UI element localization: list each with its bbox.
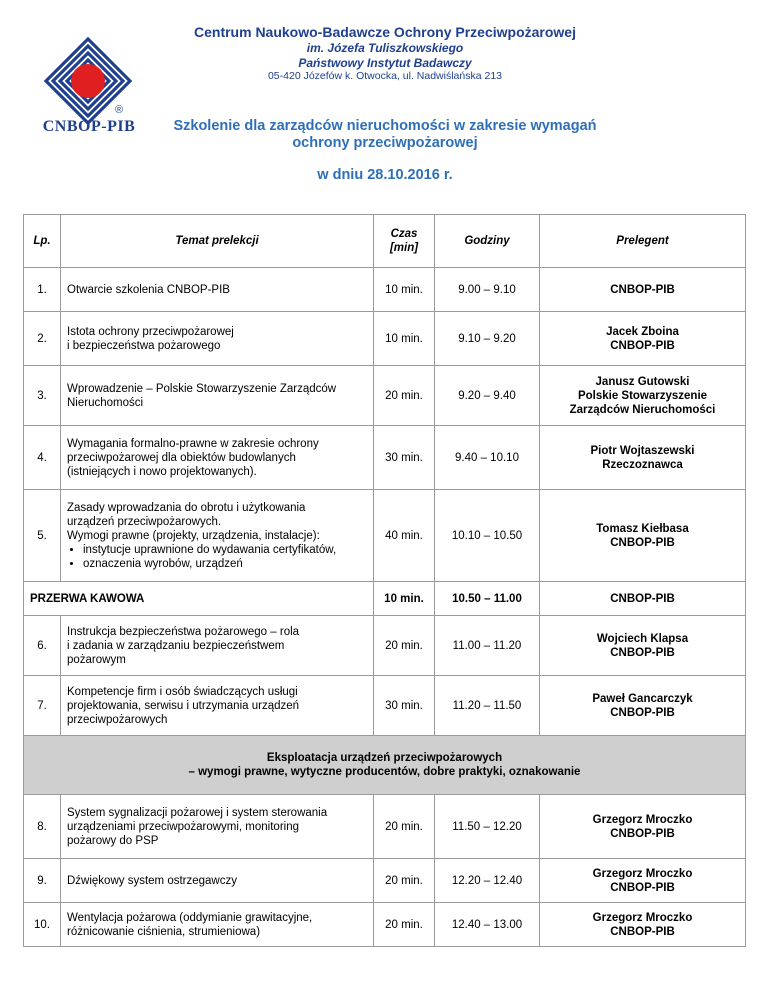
presenter-line: CNBOP-PIB	[610, 339, 675, 352]
col-presenter: Prelegent	[540, 215, 746, 268]
presenter-line: CNBOP-PIB	[610, 881, 675, 894]
section-heading-line: Eksploatacja urządzeń przeciwpożarowych	[266, 752, 503, 764]
row-time: 30 min.	[374, 676, 435, 736]
table-row	[24, 859, 746, 903]
presenter-line: CNBOP-PIB	[610, 827, 675, 840]
row-topic	[61, 859, 374, 903]
col-time	[374, 215, 435, 268]
row-time: 30 min.	[374, 426, 435, 490]
topic-line: projektowania, serwisu i utrzymania urządzeń	[67, 699, 300, 712]
topic-line: Nieruchomości	[67, 396, 144, 409]
break-label-text: PRZERWA KAWOWA	[30, 592, 145, 605]
row-time: 20 min.	[374, 903, 435, 947]
row-topic	[61, 268, 374, 312]
row-hours: 11.20 – 11.50	[435, 676, 540, 736]
row-presenter	[540, 312, 746, 366]
break-row	[24, 582, 746, 616]
topic-bullet: • oznaczenia wyrobów, urządzeń	[83, 557, 367, 571]
agenda-table	[23, 214, 746, 947]
row-number: 5.	[24, 490, 61, 582]
row-topic	[61, 616, 374, 676]
row-topic	[61, 312, 374, 366]
presenter-line: CNBOP-PIB	[610, 646, 675, 659]
row-number: 2.	[24, 312, 61, 366]
topic-line: Instrukcja bezpieczeństwa pożarowego – rola	[67, 625, 300, 638]
row-presenter	[540, 366, 746, 426]
presenter-line: Tomasz Kiełbasa	[596, 522, 689, 535]
presenter-line: Grzegorz Mroczko	[592, 867, 693, 880]
row-presenter	[540, 616, 746, 676]
table-row	[24, 312, 746, 366]
presenter-line: CNBOP-PIB	[610, 536, 675, 549]
row-time: 10 min.	[374, 268, 435, 312]
table-row	[24, 426, 746, 490]
row-number: 6.	[24, 616, 61, 676]
presenter-line: Grzegorz Mroczko	[592, 911, 693, 924]
table-row	[24, 616, 746, 676]
topic-line: i zadania w zarządzaniu bezpieczeństwem	[67, 639, 285, 652]
topic-line: przeciwpożarowej dla obiektów budowlanych	[67, 451, 296, 464]
table-row	[24, 795, 746, 859]
col-topic: Temat prelekcji	[61, 215, 374, 268]
topic-line: urządzeń przeciwpożarowych.	[67, 515, 222, 528]
row-hours: 9.00 – 9.10	[435, 268, 540, 312]
row-number: 4.	[24, 426, 61, 490]
row-topic	[61, 366, 374, 426]
org-name: Centrum Naukowo-Badawcze Ochrony Przeciwpożarowej	[194, 24, 576, 40]
presenter-line: Polskie Stowarzyszenie	[577, 389, 708, 402]
row-hours: 10.10 – 10.50	[435, 490, 540, 582]
table-row	[24, 366, 746, 426]
row-time: 10 min.	[374, 312, 435, 366]
row-number: 7.	[24, 676, 61, 736]
org-patron: im. Józefa Tuliszkowskiego	[306, 41, 464, 55]
topic-line: Wprowadzenie – Polskie Stowarzyszenie Zarządców	[67, 382, 337, 395]
row-presenter	[540, 676, 746, 736]
presenter-line: CNBOP-PIB	[610, 706, 675, 719]
org-institute: Państwowy Instytut Badawczy	[298, 56, 472, 70]
row-hours: 11.50 – 12.20	[435, 795, 540, 859]
title-line-1: Szkolenie dla zarządców nieruchomości w zakresie wymagań	[173, 118, 597, 134]
row-time: 20 min.	[374, 366, 435, 426]
row-topic	[61, 490, 374, 582]
presenter-line: CNBOP-PIB	[610, 925, 675, 938]
presenter-line: Zarządców Nieruchomości	[569, 403, 716, 416]
presenter-line: Rzeczoznawca	[602, 458, 683, 471]
topic-line: Wymogi prawne (projekty, urządzenia, instalacje):	[67, 529, 320, 542]
col-time-line-2: [min]	[389, 242, 419, 254]
col-time-line-1: Czas	[390, 228, 418, 240]
topic-line: Istota ochrony przeciwpożarowej	[67, 325, 234, 338]
table-row	[24, 490, 746, 582]
row-hours: 12.20 – 12.40	[435, 859, 540, 903]
row-time: 10 min.	[374, 582, 435, 616]
topic-line: różnicowanie ciśnienia, strumieniowa)	[67, 925, 261, 938]
logo-red-circle	[71, 64, 105, 98]
topic-line: urządzeniami przeciwpożarowymi, monitoring	[67, 820, 300, 833]
presenter-line: CNBOP-PIB	[610, 283, 675, 296]
org-address: 05-420 Józefów k. Otwocka, ul. Nadwiślańska 213	[267, 70, 503, 82]
presenter-line: Wojciech Klapsa	[596, 632, 689, 645]
topic-bullet: • instytucje uprawnione do wydawania certyfikatów,	[83, 543, 367, 557]
topic-line: Zasady wprowadzania do obrotu i użytkowania	[67, 501, 306, 514]
presenter-line: Grzegorz Mroczko	[592, 813, 693, 826]
title-line-2: ochrony przeciwpożarowej	[292, 135, 478, 151]
presenter-line: Janusz Gutowski	[595, 375, 690, 388]
row-topic	[61, 676, 374, 736]
row-topic	[61, 903, 374, 947]
topic-line: Wymagania formalno-prawne w zakresie ochrony	[67, 437, 319, 450]
row-presenter	[540, 268, 746, 312]
col-lp: Lp.	[24, 215, 61, 268]
row-presenter	[540, 859, 746, 903]
row-presenter	[540, 582, 746, 616]
presenter-line: Piotr Wojtaszewski	[590, 444, 695, 457]
row-number: 9.	[24, 859, 61, 903]
row-presenter	[540, 426, 746, 490]
presenter-line: CNBOP-PIB	[610, 592, 675, 605]
topic-line: Otwarcie szkolenia CNBOP-PIB	[67, 283, 230, 296]
row-hours: 12.40 – 13.00	[435, 903, 540, 947]
topic-line: System sygnalizacji pożarowej i system sterowania	[67, 806, 328, 819]
row-time: 40 min.	[374, 490, 435, 582]
row-number: 10.	[24, 903, 61, 947]
topic-line: i bezpieczeństwa pożarowego	[67, 339, 221, 352]
topic-line: Dźwiękowy system ostrzegawczy	[67, 874, 237, 887]
presenter-line: Jacek Zboina	[606, 325, 679, 338]
topic-line: pożarowy do PSP	[67, 834, 159, 847]
table-row	[24, 903, 746, 947]
row-time: 20 min.	[374, 859, 435, 903]
page-title	[150, 118, 620, 152]
row-hours: 9.40 – 10.10	[435, 426, 540, 490]
logo-text: CNBOP-PIB	[42, 118, 136, 135]
row-number: 1.	[24, 268, 61, 312]
presenter-line: Paweł Gancarczyk	[592, 692, 693, 705]
row-hours: 9.10 – 9.20	[435, 312, 540, 366]
row-topic	[61, 426, 374, 490]
row-presenter	[540, 490, 746, 582]
row-hours: 10.50 – 11.00	[435, 582, 540, 616]
row-presenter	[540, 903, 746, 947]
topic-line: (istniejących i nowo projektowanych).	[67, 465, 257, 478]
topic-line: Kompetencje firm i osób świadczących usługi	[67, 685, 298, 698]
row-hours: 11.00 – 11.20	[435, 616, 540, 676]
event-date: w dniu 28.10.2016 r.	[317, 167, 453, 183]
topic-line: przeciwpożarowych	[67, 713, 168, 726]
agenda-body	[24, 268, 746, 947]
topic-line: Wentylacja pożarowa (oddymianie grawitacyjne,	[67, 911, 313, 924]
row-number: 3.	[24, 366, 61, 426]
topic-bullets	[67, 543, 367, 571]
table-row	[24, 268, 746, 312]
row-time: 20 min.	[374, 616, 435, 676]
table-row	[24, 676, 746, 736]
row-hours: 9.20 – 9.40	[435, 366, 540, 426]
row-presenter	[540, 795, 746, 859]
section-heading-line: – wymogi prawne, wytyczne producentów, dobre praktyki, oznakowanie	[188, 766, 581, 778]
row-topic	[61, 795, 374, 859]
break-label	[24, 582, 374, 616]
agenda-header-row	[24, 215, 746, 268]
row-number: 8.	[24, 795, 61, 859]
col-hours: Godziny	[435, 215, 540, 268]
section-row	[24, 736, 746, 795]
topic-line: pożarowym	[67, 653, 126, 666]
registered-mark: ®	[115, 104, 124, 116]
section-heading	[24, 736, 746, 795]
row-time: 20 min.	[374, 795, 435, 859]
